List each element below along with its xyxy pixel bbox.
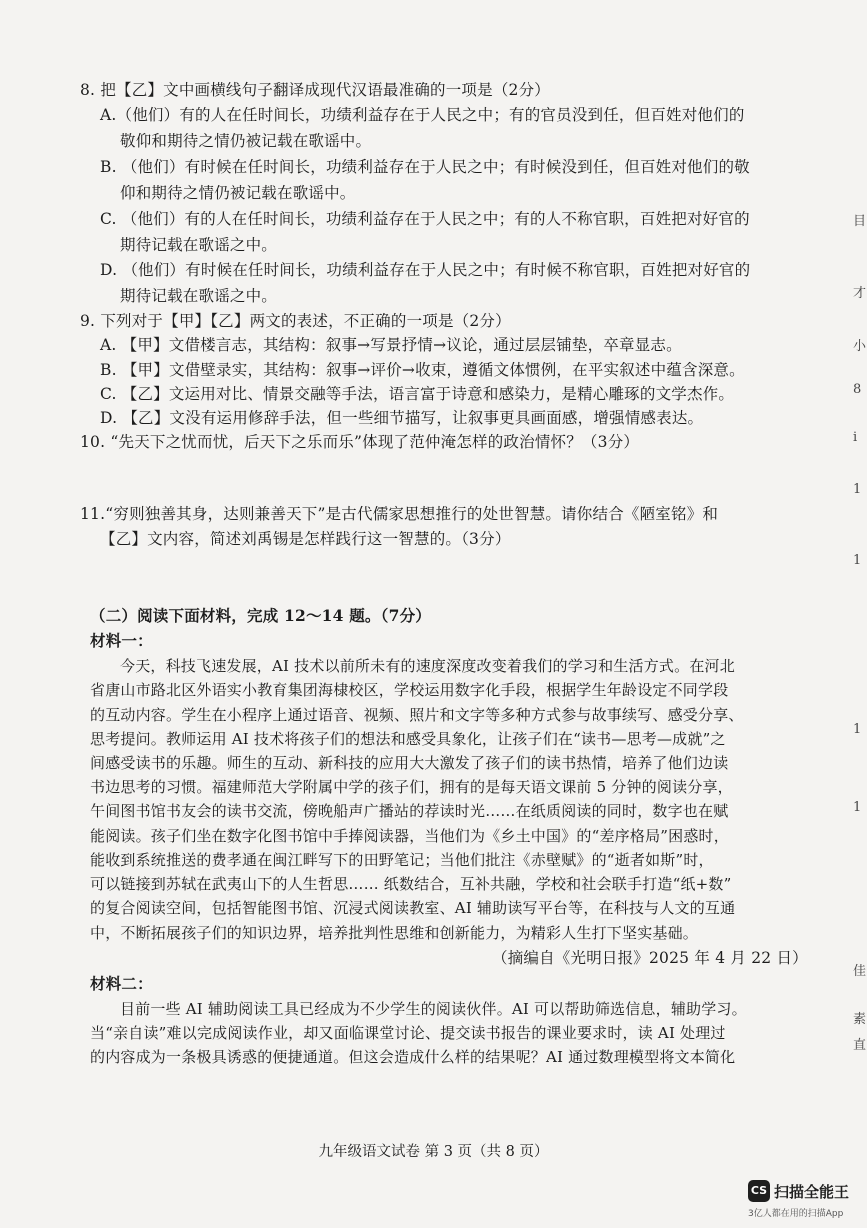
q9-option-d: D. 【乙】文没有运用修辞手法，但一些细节描写，让叙事更具画面感，增强情感表达。 <box>100 409 704 427</box>
material-1-line: 今天，科技飞速发展，AI 技术以前所未有的速度深度改变着我们的学习和生活方式。在河北 <box>120 657 735 675</box>
q11-stem-cont: 【乙】文内容，简述刘禹锡是怎样践行这一智慧的。（3分） <box>100 530 511 548</box>
material-1-line: 能收到系统推送的费孝通在闽江畔写下的田野笔记；当他们批注《赤壁赋》的“逝者如斯”时， <box>90 851 714 869</box>
q8-option-c-cont: 期待记载在歌谣之中。 <box>120 236 278 254</box>
edge-mark: 才 <box>853 286 867 301</box>
material-1-line: 书边思考的习惯。福建师范大学附属中学的孩子们，拥有的是每天语文课前 5 分钟的阅读分享， <box>90 778 733 796</box>
material-1-line: 的互动内容。学生在小程序上通过语音、视频、照片和文字等多种方式参与故事续写、感受分享、 <box>90 706 744 724</box>
q9-option-b: B. 【甲】文借壁录实，其结构：叙事→评价→收束，遵循文体惯例，在平实叙述中蕴含深意。 <box>100 361 745 379</box>
section-2-title: （二）阅读下面材料，完成 12～14 题。（7分） <box>90 606 431 625</box>
material-1-line: 午间图书馆书友会的读书交流，傍晚船声广播站的荐读时光……在纸质阅读的同时，数字也在赋 <box>90 802 729 820</box>
edge-mark: 目 <box>853 214 867 229</box>
material-2-line: 的内容成为一条极具诱惑的便捷通道。但这会造成什么样的结果呢？AI 通过数理模型将文本简化 <box>90 1048 736 1066</box>
q8-option-a: A.（他们）有的人在任时间长，功绩利益存在于人民之中；有的官员没到任，但百姓对他们的 <box>100 106 745 124</box>
q8-stem: 8. 把【乙】文中画横线句子翻译成现代汉语最准确的一项是（2分） <box>80 81 550 99</box>
edge-mark: 1 <box>853 482 862 497</box>
edge-mark: 素 <box>853 1012 867 1027</box>
material-1-source: （摘编自《光明日报》2025 年 4 月 22 日） <box>492 949 808 967</box>
q8-option-b-cont: 仰和期待之情仍被记载在歌谣中。 <box>120 184 356 202</box>
material-1-line: 思考提问。教师运用 AI 技术将孩子们的想法和感受具象化，让孩子们在“读书—思考—成就”之 <box>90 730 726 748</box>
page-footer: 九年级语文试卷 第 3 页（共 8 页） <box>318 1144 549 1160</box>
material-2-line: 当“亲自读”难以完成阅读作业，却又面临课堂讨论、提交读书报告的课业要求时，读 AI 处理过 <box>90 1024 726 1042</box>
edge-mark: 1 <box>853 800 862 815</box>
edge-mark: 小 <box>853 339 867 354</box>
material-2-label: 材料二： <box>90 974 153 993</box>
edge-mark: 1 <box>853 553 862 568</box>
q9-option-a: A. 【甲】文借楼言志，其结构：叙事→写景抒情→议论，通过层层铺垫，卒章显志。 <box>100 336 682 354</box>
edge-mark: 佳 <box>853 964 867 979</box>
material-1-line: 可以链接到苏轼在武夷山下的人生哲思…… 纸数结合，互补共融，学校和社会联手打造“纸+数” <box>90 875 732 893</box>
q8-option-b: B. （他们）有时候在任时间长，功绩利益存在于人民之中；有时候没到任，但百姓对他们的敬 <box>100 158 750 176</box>
material-2-line: 目前一些 AI 辅助阅读工具已经成为不少学生的阅读伙伴。AI 可以帮助筛选信息，辅助学习。 <box>120 1000 747 1018</box>
scanner-tagline: 3亿人都在用的扫描App <box>748 1209 844 1219</box>
edge-mark: 8 <box>853 382 862 397</box>
q9-option-c: C. 【乙】文运用对比、情景交融等手法，语言富于诗意和感染力，是精心雕琢的文学杰作。 <box>100 385 735 403</box>
scanner-watermark <box>748 1178 862 1222</box>
material-1-line: 的复合阅读空间，包括智能图书馆、沉浸式阅读教室、AI 辅助读写平台等，在科技与人文的互通 <box>90 899 736 917</box>
q10-stem: 10. “先天下之忧而忧，后天下之乐而乐”体现了范仲淹怎样的政治情怀？（3分） <box>80 433 640 451</box>
camscanner-logo-icon: CS <box>748 1180 770 1202</box>
edge-mark: 直 <box>853 1038 867 1053</box>
material-1-line: 间感受读书的乐趣。师生的互动、新科技的应用大大激发了孩子们的读书热情，培养了他们边读 <box>90 754 729 772</box>
material-1-line: 省唐山市路北区外语实小教育集团海棣校区，学校运用数字化手段，根据学生年龄设定不同学段 <box>90 681 729 699</box>
q8-option-d: D. （他们）有时候在任时间长，功绩利益存在于人民之中；有时候不称官职，百姓把对好官的 <box>100 261 751 279</box>
material-1-label: 材料一： <box>90 631 153 650</box>
q8-option-a-cont: 敬仰和期待之情仍被记载在歌谣中。 <box>120 132 372 150</box>
scanner-app-name: 扫描全能王 <box>774 1183 850 1201</box>
material-1-line: 中，不断拓展孩子们的知识边界，培养批判性思维和创新能力，为精彩人生打下坚实基础。 <box>90 924 699 942</box>
edge-mark: i <box>853 430 858 445</box>
q8-option-d-cont: 期待记载在歌谣之中。 <box>120 287 278 305</box>
q8-option-c: C. （他们）有的人在任时间长，功绩利益存在于人民之中；有的人不称官职，百姓把对好官的 <box>100 210 750 228</box>
edge-mark: 1 <box>853 722 862 737</box>
material-1-line: 能阅读。孩子们坐在数字化图书馆中手捧阅读器，当他们为《乡土中国》的“差序格局”困惑时， <box>90 827 729 845</box>
q9-stem: 9. 下列对于【甲】【乙】两文的表述，不正确的一项是（2分） <box>80 312 511 330</box>
q11-stem: 11.“穷则独善其身，达则兼善天下”是古代儒家思想推行的处世智慧。请你结合《陋室铭》和 <box>80 505 719 523</box>
